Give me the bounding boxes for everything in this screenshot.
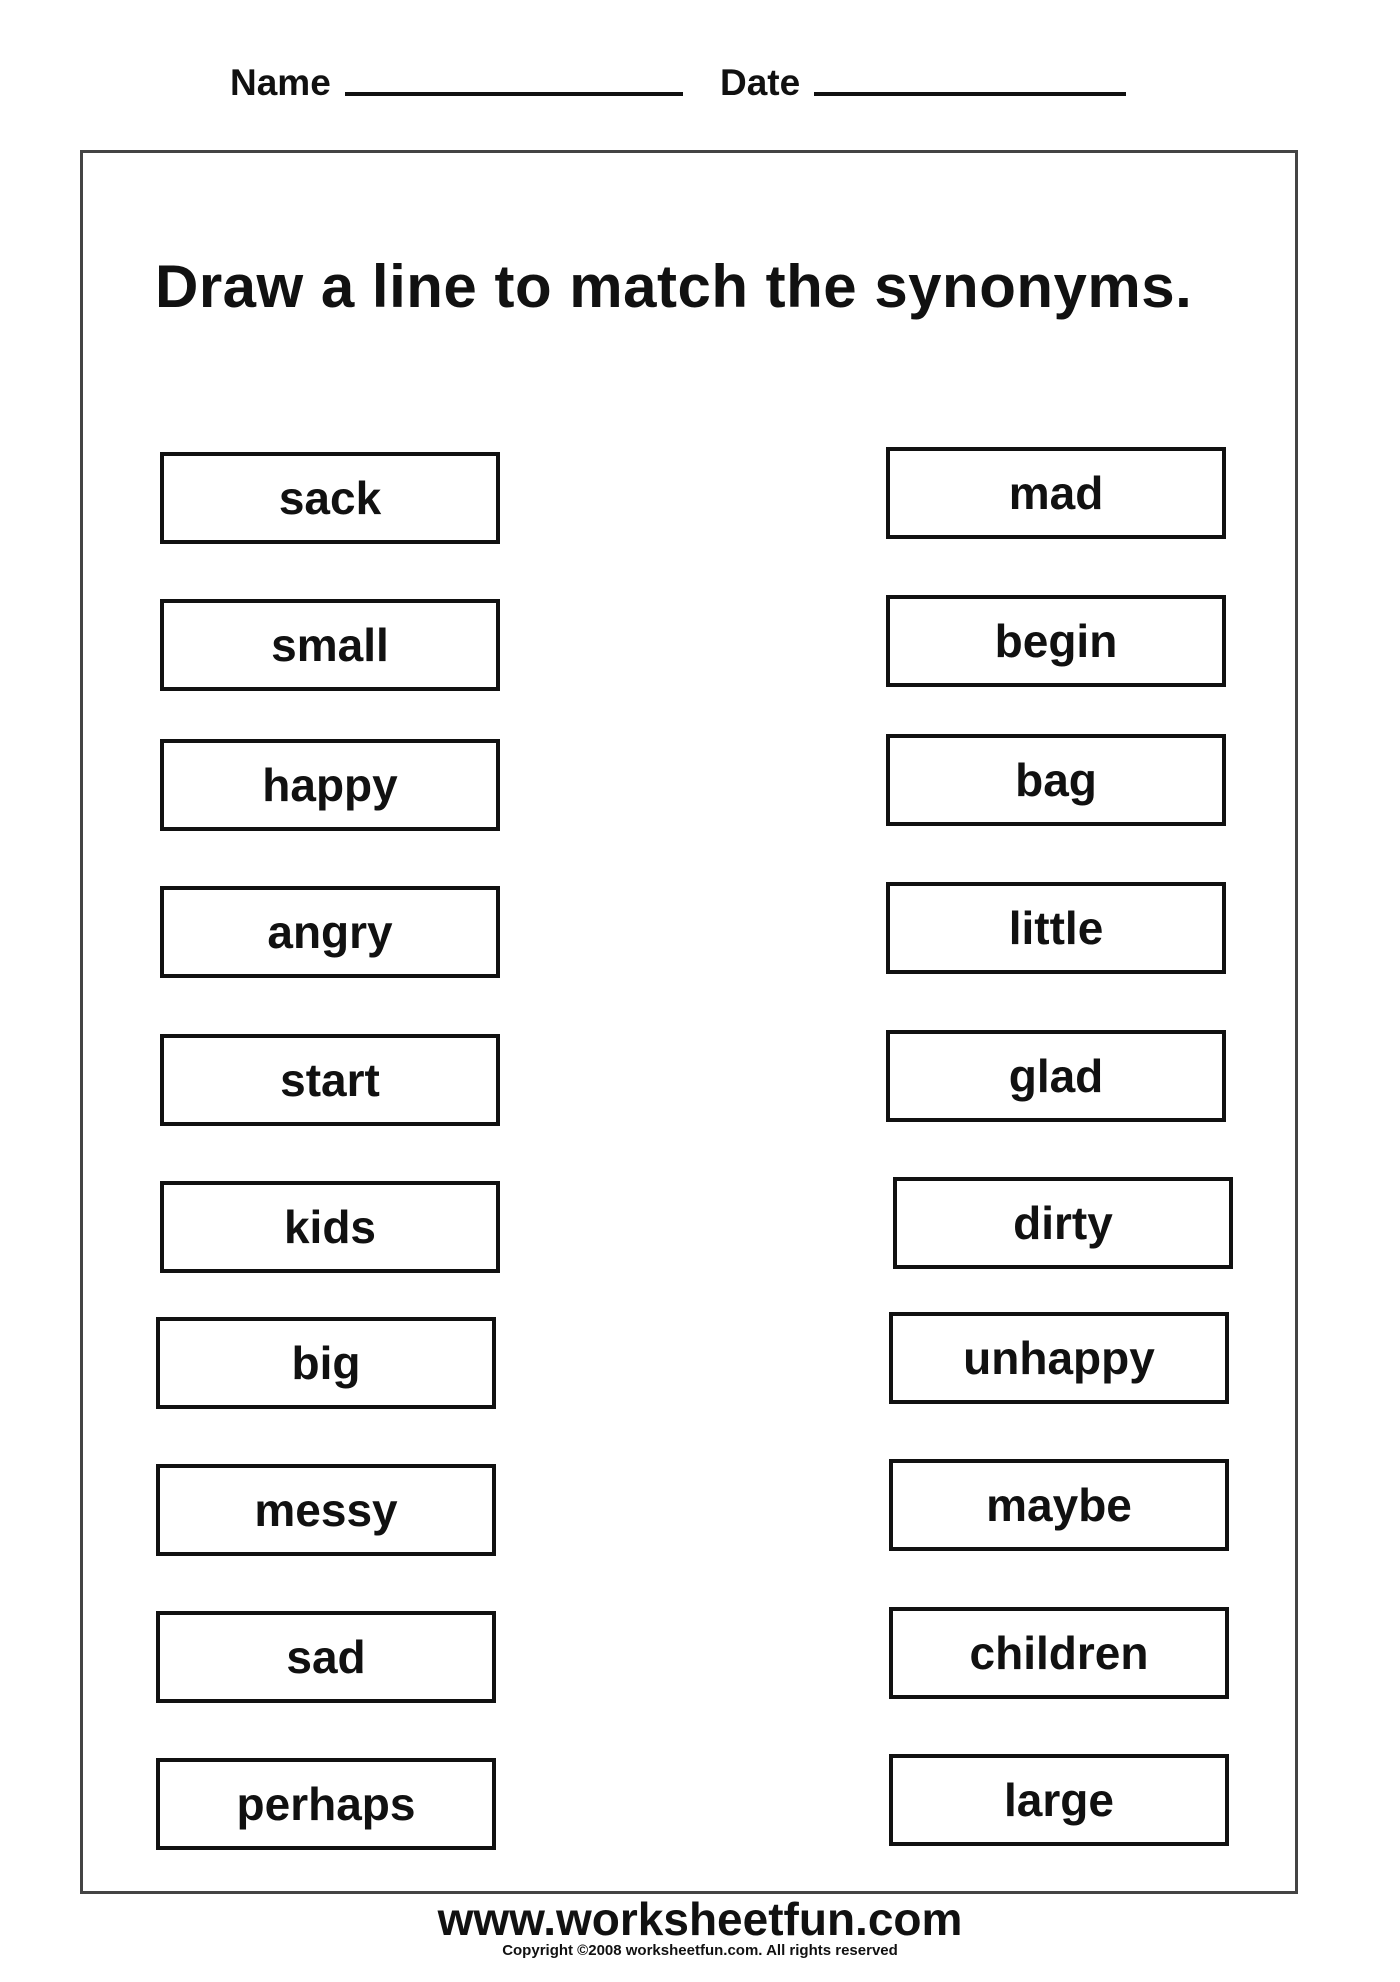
right-word-box[interactable]: large: [889, 1754, 1229, 1846]
right-word-box[interactable]: begin: [886, 595, 1226, 687]
footer-website: www.worksheetfun.com: [437, 1893, 963, 1945]
right-word-box[interactable]: bag: [886, 734, 1226, 826]
left-word-box[interactable]: small: [160, 599, 500, 691]
date-field: [720, 62, 1126, 104]
right-word-box[interactable]: unhappy: [889, 1312, 1229, 1404]
left-word-box[interactable]: start: [160, 1034, 500, 1126]
date-blank-line[interactable]: [814, 92, 1126, 96]
right-word-box[interactable]: glad: [886, 1030, 1226, 1122]
footer-copyright: Copyright ©2008 worksheetfun.com. All rights reserved: [502, 1942, 898, 1959]
name-field: [230, 62, 683, 104]
right-word-box[interactable]: mad: [886, 447, 1226, 539]
left-word-box[interactable]: sad: [156, 1611, 496, 1703]
date-label: Date: [720, 62, 801, 103]
left-word-box[interactable]: kids: [160, 1181, 500, 1273]
worksheet-title: Draw a line to match the synonyms.: [155, 253, 1193, 320]
left-word-box[interactable]: messy: [156, 1464, 496, 1556]
name-label: Name: [230, 62, 331, 103]
left-word-box[interactable]: perhaps: [156, 1758, 496, 1850]
left-word-box[interactable]: sack: [160, 452, 500, 544]
right-word-box[interactable]: children: [889, 1607, 1229, 1699]
left-word-box[interactable]: big: [156, 1317, 496, 1409]
right-word-box[interactable]: maybe: [889, 1459, 1229, 1551]
right-word-box[interactable]: dirty: [893, 1177, 1233, 1269]
right-word-box[interactable]: little: [886, 882, 1226, 974]
left-word-box[interactable]: angry: [160, 886, 500, 978]
left-word-box[interactable]: happy: [160, 739, 500, 831]
name-blank-line[interactable]: [345, 92, 683, 96]
